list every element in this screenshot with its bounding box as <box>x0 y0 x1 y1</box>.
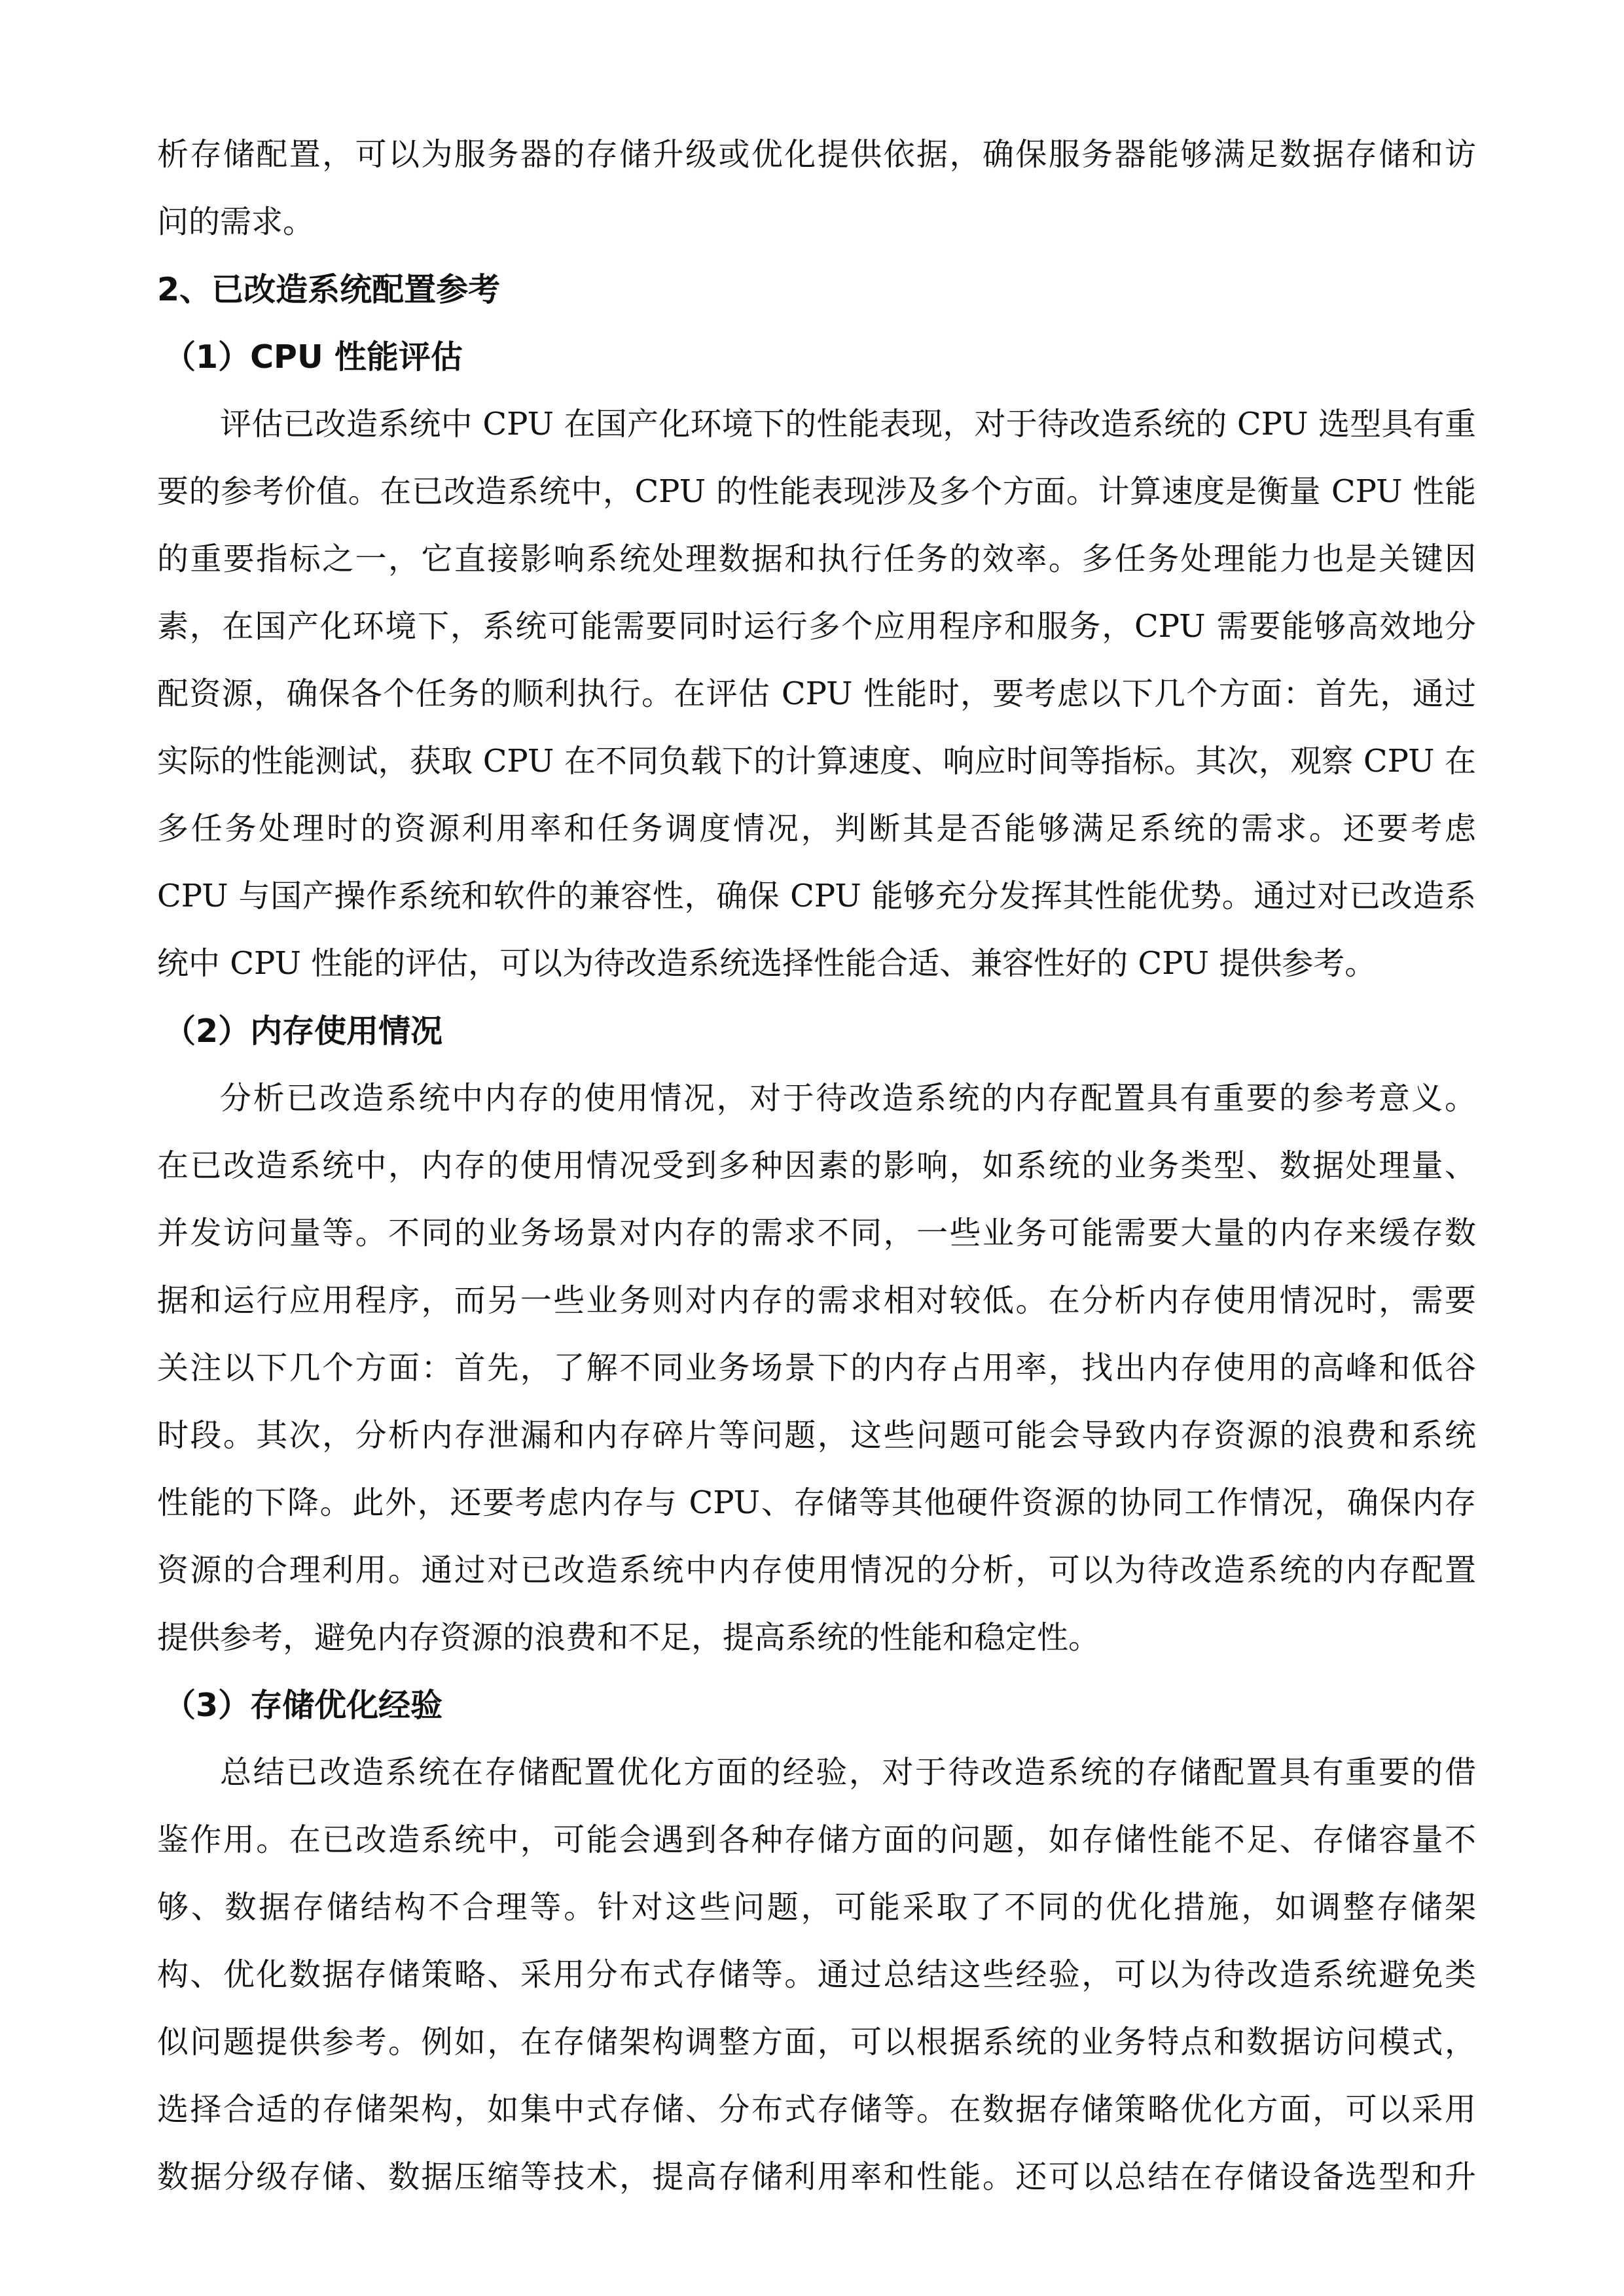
paragraph-line: 关注以下几个方面：首先，了解不同业务场景下的内存占用率，找出内存使用的高峰和低谷 <box>157 1350 1476 1386</box>
paragraph-line: 统中 CPU 性能的评估，可以为待改造系统选择性能合适、兼容性好的 CPU 提供参考。 <box>157 945 1377 982</box>
paragraph-line: 选择合适的存储架构，如集中式存储、分布式存储等。在数据存储策略优化方面，可以采用 <box>157 2091 1476 2128</box>
subsection-heading-cpu: （1）CPU 性能评估 <box>164 338 463 376</box>
section-heading: 2、已改造系统配置参考 <box>157 271 501 308</box>
paragraph-line: 评估已改造系统中 CPU 在国产化环境下的性能表现，对于待改造系统的 CPU 选型具有重 <box>220 406 1476 442</box>
paragraph-line: 据和运行应用程序，而另一些业务则对内存的需求相对较低。在分析内存使用情况时，需要 <box>157 1282 1476 1319</box>
paragraph-line: 提供参考，避免内存资源的浪费和不足，提高系统的性能和稳定性。 <box>157 1619 1100 1656</box>
paragraph-line: 总结已改造系统在存储配置优化方面的经验，对于待改造系统的存储配置具有重要的借 <box>220 1754 1476 1791</box>
paragraph-line: 似问题提供参考。例如，在存储架构调整方面，可以根据系统的业务特点和数据访问模式， <box>157 2024 1476 2060</box>
paragraph-line: 性能的下降。此外，还要考虑内存与 CPU、存储等其他硬件资源的协同工作情况，确保内存 <box>157 1484 1476 1521</box>
paragraph-line: 并发访问量等。不同的业务场景对内存的需求不同，一些业务可能需要大量的内存来缓存数 <box>157 1215 1476 1251</box>
paragraph-line: 数据分级存储、数据压缩等技术，提高存储利用率和性能。还可以总结在存储设备选型和升 <box>157 2159 1476 2195</box>
paragraph-line: CPU 与国产操作系统和软件的兼容性，确保 CPU 能够充分发挥其性能优势。通过对已改造系 <box>157 878 1476 914</box>
paragraph-line: 要的参考价值。在已改造系统中，CPU 的性能表现涉及多个方面。计算速度是衡量 CPU 性能 <box>157 473 1476 510</box>
paragraph-line: 实际的性能测试，获取 CPU 在不同负载下的计算速度、响应时间等指标。其次，观察 CPU 在 <box>157 743 1476 780</box>
paragraph-line: 的重要指标之一，它直接影响系统处理数据和执行任务的效率。多任务处理能力也是关键因 <box>157 541 1476 577</box>
paragraph-line: 时段。其次，分析内存泄漏和内存碎片等问题，这些问题可能会导致内存资源的浪费和系统 <box>157 1417 1476 1454</box>
paragraph-line: 够、数据存储结构不合理等。针对这些问题，可能采取了不同的优化措施，如调整存储架 <box>157 1889 1476 1926</box>
paragraph-line: 资源的合理利用。通过对已改造系统中内存使用情况的分析，可以为待改造系统的内存配置 <box>157 1552 1476 1588</box>
paragraph-line: 分析已改造系统中内存的使用情况，对于待改造系统的内存配置具有重要的参考意义。 <box>220 1080 1476 1117</box>
paragraph-line: 析存储配置，可以为服务器的存储升级或优化提供依据，确保服务器能够满足数据存储和访 <box>157 136 1476 173</box>
paragraph-line: 构、优化数据存储策略、采用分布式存储等。通过总结这些经验，可以为待改造系统避免类 <box>157 1956 1476 1993</box>
subsection-heading-memory: （2）内存使用情况 <box>164 1013 443 1050</box>
paragraph-line: 在已改造系统中，内存的使用情况受到多种因素的影响，如系统的业务类型、数据处理量、 <box>157 1147 1476 1184</box>
paragraph-line: 鉴作用。在已改造系统中，可能会遇到各种存储方面的问题，如存储性能不足、存储容量不 <box>157 1821 1476 1858</box>
paragraph-line: 多任务处理时的资源利用率和任务调度情况，判断其是否能够满足系统的需求。还要考虑 <box>157 810 1476 847</box>
paragraph-line: 配资源，确保各个任务的顺利执行。在评估 CPU 性能时，要考虑以下几个方面：首先，通过 <box>157 675 1476 712</box>
paragraph-line: 问的需求。 <box>157 204 315 240</box>
subsection-heading-storage: （3）存储优化经验 <box>164 1687 443 1724</box>
document-body <box>157 121 1476 2211</box>
paragraph-line: 素，在国产化环境下，系统可能需要同时运行多个应用程序和服务，CPU 需要能够高效地分 <box>157 608 1476 645</box>
